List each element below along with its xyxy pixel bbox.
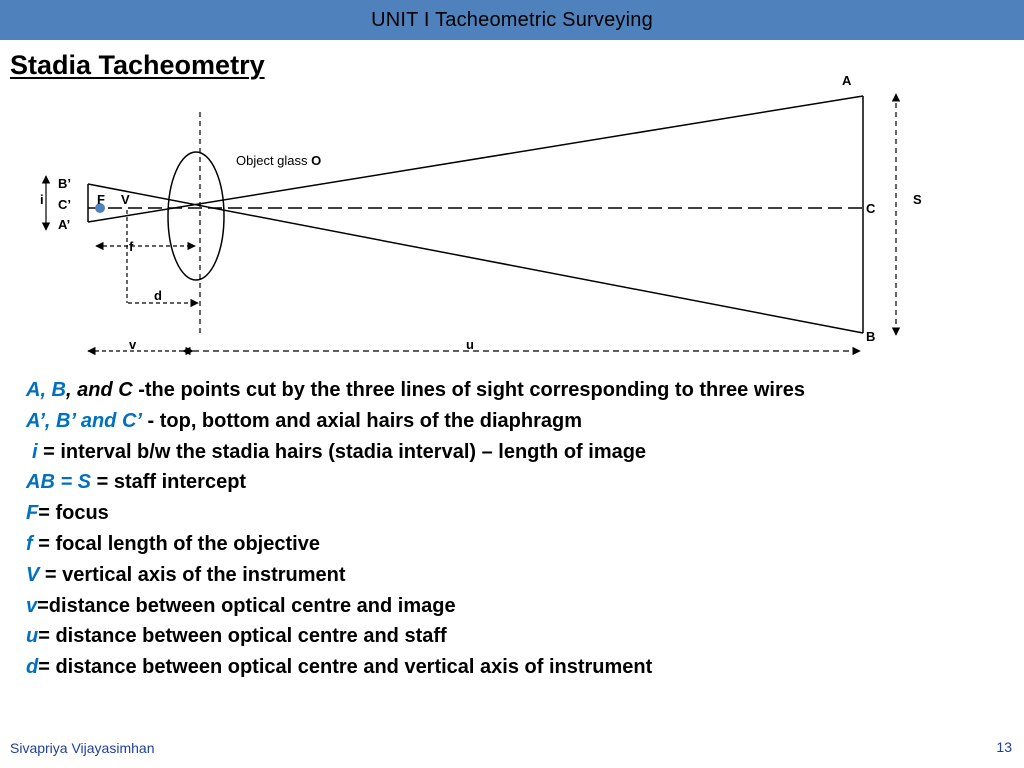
label-b-prime: B’	[58, 176, 71, 191]
definition-item	[26, 530, 1006, 561]
definition-item	[26, 407, 1006, 438]
label-f-focus: F	[97, 192, 105, 207]
definition-text: = distance between optical centre and vertical axis of instrument	[38, 656, 653, 679]
object-glass-text: Object glass	[236, 153, 312, 168]
definition-term: d	[26, 656, 39, 679]
footer-author: Sivapriya Vijayasimhan	[10, 740, 155, 756]
label-a-prime: A’	[58, 217, 71, 232]
definition-item	[26, 592, 1006, 623]
definition-term-suffix: , and C	[66, 379, 133, 401]
label-c-prime: C’	[58, 197, 71, 212]
definition-term: AB = S	[26, 471, 92, 494]
definition-term: i	[32, 440, 38, 463]
label-s: S	[913, 192, 922, 207]
definition-term: u	[26, 625, 39, 648]
slide-title: Stadia Tacheometry	[10, 50, 265, 80]
definition-term: V	[26, 563, 40, 586]
label-b: B	[866, 329, 876, 344]
label-c: C	[866, 201, 876, 216]
definition-text: -the points cut by the three lines of sight corresponding to three wires	[132, 379, 805, 401]
label-u: u	[466, 337, 474, 352]
object-glass-label	[236, 153, 321, 168]
definition-item	[26, 561, 1006, 592]
definition-term: f	[26, 532, 33, 555]
ray-top	[88, 96, 863, 222]
definition-text: = vertical axis of the instrument	[39, 563, 346, 586]
ray-bottom	[88, 184, 863, 333]
definition-term: A’, B’	[26, 409, 76, 432]
header-title: UNIT I Tacheometric Surveying	[371, 8, 653, 31]
definitions-list	[26, 376, 1006, 684]
definition-term-suffix: and C’	[75, 409, 142, 432]
label-f-length: f	[129, 239, 134, 254]
label-v-axis: V	[121, 192, 130, 207]
definition-text: = distance between optical centre and staff	[38, 625, 447, 648]
definition-text: = interval b/w the stadia hairs (stadia interval) – length of image	[37, 440, 647, 463]
object-glass-symbol: O	[311, 153, 322, 168]
label-i: i	[40, 192, 44, 207]
definition-term: A, B	[26, 379, 66, 401]
definition-item	[26, 499, 1006, 530]
page-number: 13	[996, 739, 1012, 755]
definition-text: =distance between optical centre and image	[37, 594, 456, 617]
definition-text: - top, bottom and axial hairs of the diaphragm	[141, 409, 582, 432]
label-a: A	[842, 73, 852, 88]
object-glass-lens	[168, 152, 224, 280]
definition-item	[26, 376, 1006, 407]
definition-text: = focus	[38, 502, 109, 525]
label-v-distance: v	[129, 337, 137, 352]
definition-item	[26, 468, 1006, 499]
definition-term: F	[26, 502, 39, 525]
definition-item	[26, 438, 1006, 469]
label-d: d	[154, 288, 162, 303]
definition-item	[26, 653, 1006, 684]
definition-item	[26, 622, 1006, 653]
definition-term: v	[26, 594, 38, 617]
definition-text: = staff intercept	[91, 471, 247, 494]
definition-text: = focal length of the objective	[32, 532, 320, 555]
